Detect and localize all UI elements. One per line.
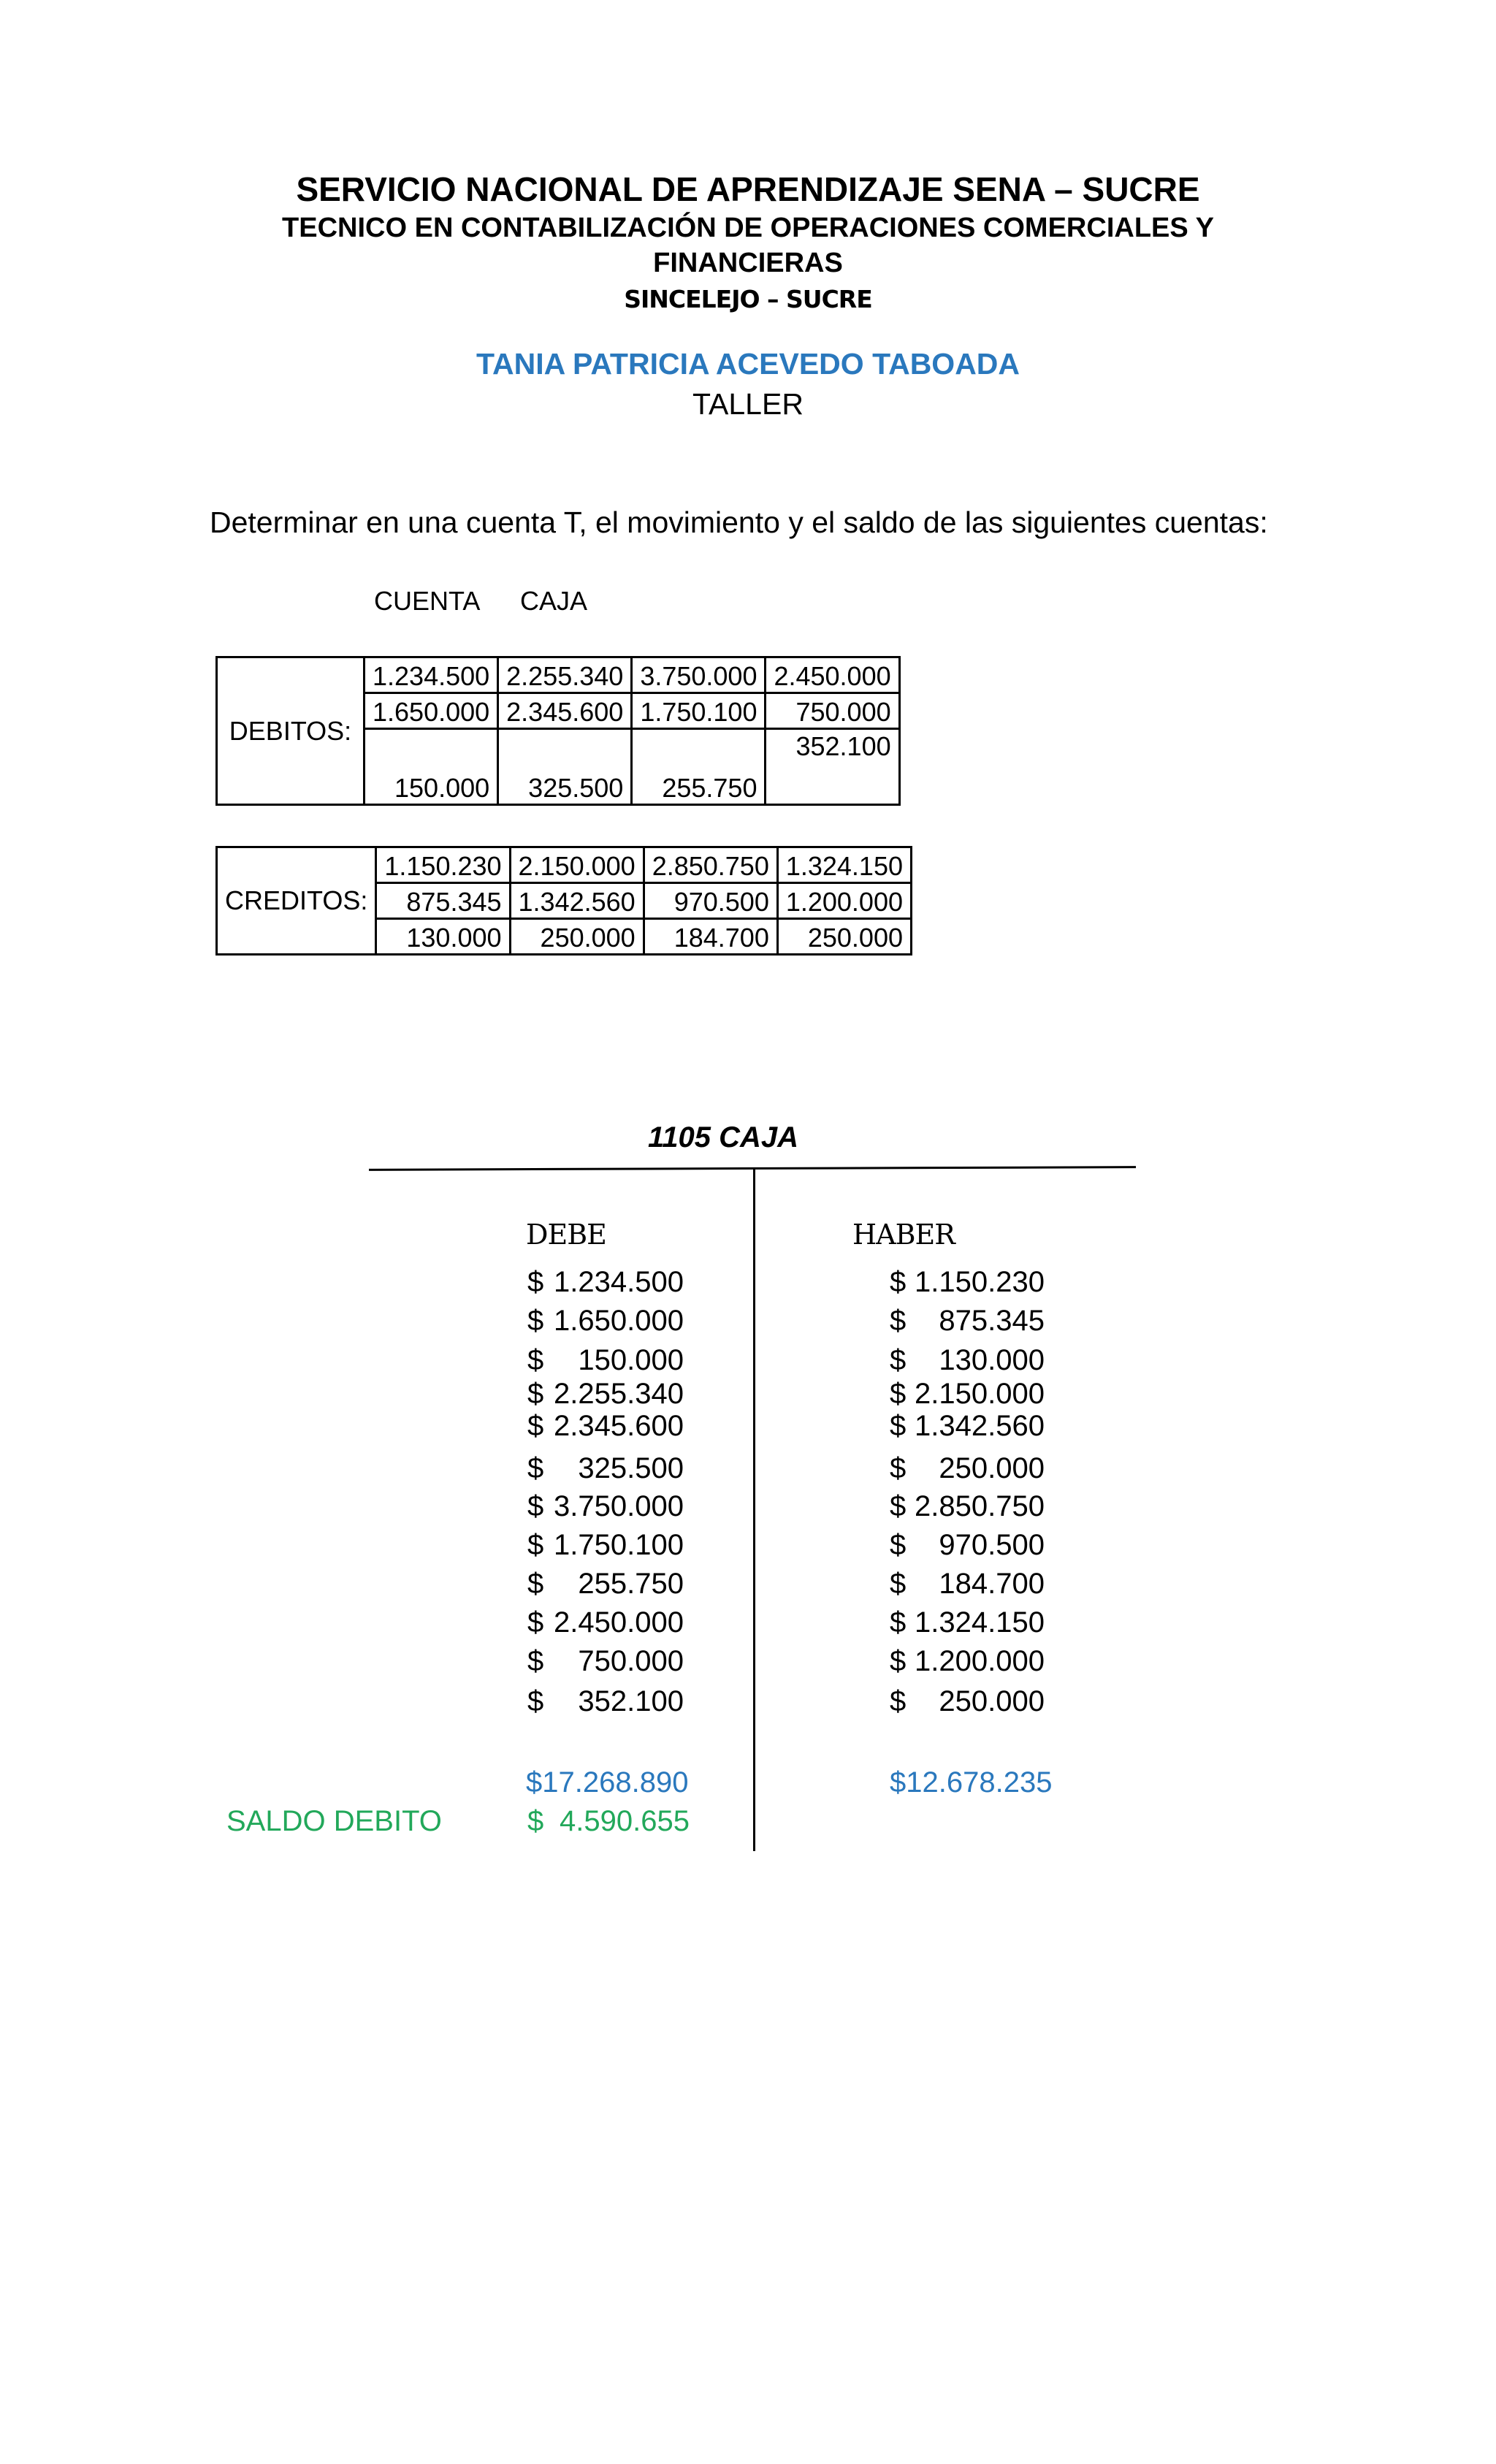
saldo-value: 4.590.655 bbox=[560, 1805, 690, 1837]
haber-currency: $ bbox=[890, 1685, 907, 1717]
program-line-1: TECNICO EN CONTABILIZACIÓN DE OPERACIONES COMERCIALES Y bbox=[282, 213, 1214, 243]
debe-currency: $ bbox=[527, 1606, 544, 1639]
debe-amount: 2.345.600 bbox=[554, 1410, 684, 1442]
debe-amount: 750.000 bbox=[578, 1645, 684, 1677]
program-line-2: FINANCIERAS bbox=[653, 248, 843, 278]
debits-table bbox=[215, 656, 901, 806]
haber-currency: $ bbox=[890, 1606, 907, 1639]
haber-header: HABER bbox=[852, 1218, 955, 1251]
haber-amount: 1.342.560 bbox=[915, 1410, 1045, 1442]
program-title bbox=[0, 210, 1496, 281]
institution-title: SERVICIO NACIONAL DE APRENDIZAJE SENA – SUCRE bbox=[296, 170, 1200, 208]
haber-currency: $ bbox=[890, 1305, 907, 1337]
haber-currency: $ bbox=[890, 1266, 907, 1298]
total-haber: $12.678.235 bbox=[890, 1766, 1053, 1799]
debe-currency: $ bbox=[527, 1645, 544, 1677]
document-type: TALLER bbox=[692, 387, 804, 421]
credit-cell: 1.324.150 bbox=[777, 847, 911, 883]
debe-currency: $ bbox=[527, 1452, 544, 1484]
haber-amount: 2.150.000 bbox=[915, 1378, 1045, 1410]
haber-currency: $ bbox=[890, 1529, 907, 1561]
account-name: CAJA bbox=[520, 586, 588, 616]
credit-cell: 1.150.230 bbox=[376, 847, 510, 883]
debit-cell: 1.234.500 bbox=[365, 657, 498, 693]
debit-cell: 150.000 bbox=[365, 729, 498, 805]
debit-cell: 255.750 bbox=[632, 729, 766, 805]
credit-cell: 130.000 bbox=[376, 919, 510, 955]
haber-amount: 875.345 bbox=[939, 1305, 1045, 1337]
instruction-text: Determinar en una cuenta T, el movimiento y el saldo de las siguientes cuentas: bbox=[210, 506, 1268, 539]
debe-currency: $ bbox=[527, 1568, 544, 1600]
debe-amount: 2.450.000 bbox=[554, 1606, 684, 1639]
debit-cell: 1.750.100 bbox=[632, 693, 766, 729]
haber-amount: 250.000 bbox=[939, 1452, 1045, 1484]
credit-cell: 875.345 bbox=[376, 883, 510, 919]
author-name: TANIA PATRICIA ACEVEDO TABOADA bbox=[476, 347, 1020, 381]
haber-amount: 1.150.230 bbox=[915, 1266, 1045, 1298]
debit-cell: 352.100 bbox=[766, 729, 899, 805]
haber-amount: 184.700 bbox=[939, 1568, 1045, 1600]
haber-currency: $ bbox=[890, 1378, 907, 1410]
t-account-horizontal-line bbox=[369, 1166, 1136, 1171]
city-subtitle: SINCELEJO – SUCRE bbox=[624, 285, 872, 313]
debe-amount: 3.750.000 bbox=[554, 1490, 684, 1522]
credit-cell: 1.200.000 bbox=[777, 883, 911, 919]
debit-cell: 2.345.600 bbox=[498, 693, 632, 729]
debe-currency: $ bbox=[527, 1266, 544, 1298]
debit-cell: 2.255.340 bbox=[498, 657, 632, 693]
haber-amount: 2.850.750 bbox=[915, 1490, 1045, 1522]
debe-amount: 1.650.000 bbox=[554, 1305, 684, 1337]
debit-cell: 750.000 bbox=[766, 693, 899, 729]
debe-amount: 255.750 bbox=[578, 1568, 684, 1600]
debe-amount: 352.100 bbox=[578, 1685, 684, 1717]
t-account-vertical-line bbox=[753, 1169, 755, 1851]
credits-label: CREDITOS: bbox=[217, 847, 376, 955]
saldo-currency: $ bbox=[527, 1805, 544, 1837]
debe-currency: $ bbox=[527, 1685, 544, 1717]
haber-amount: 970.500 bbox=[939, 1529, 1045, 1561]
debit-cell: 1.650.000 bbox=[365, 693, 498, 729]
haber-amount: 250.000 bbox=[939, 1685, 1045, 1717]
debe-currency: $ bbox=[527, 1529, 544, 1561]
debe-amount: 1.234.500 bbox=[554, 1266, 684, 1298]
credit-cell: 2.850.750 bbox=[644, 847, 777, 883]
debe-amount: 325.500 bbox=[578, 1452, 684, 1484]
debe-currency: $ bbox=[527, 1410, 544, 1442]
haber-currency: $ bbox=[890, 1568, 907, 1600]
account-label: CUENTA bbox=[374, 586, 481, 616]
haber-amount: 130.000 bbox=[939, 1344, 1045, 1376]
credits-table bbox=[215, 846, 912, 956]
debits-label: DEBITOS: bbox=[217, 657, 365, 805]
credit-cell: 2.150.000 bbox=[510, 847, 644, 883]
debe-currency: $ bbox=[527, 1490, 544, 1522]
debit-cell: 2.450.000 bbox=[766, 657, 899, 693]
haber-currency: $ bbox=[890, 1452, 907, 1484]
debit-cell: 3.750.000 bbox=[632, 657, 766, 693]
debe-currency: $ bbox=[527, 1305, 544, 1337]
credit-cell: 970.500 bbox=[644, 883, 777, 919]
debe-currency: $ bbox=[527, 1344, 544, 1376]
saldo-label: SALDO DEBITO bbox=[226, 1805, 442, 1837]
haber-amount: 1.324.150 bbox=[915, 1606, 1045, 1639]
haber-amount: 1.200.000 bbox=[915, 1645, 1045, 1677]
haber-currency: $ bbox=[890, 1490, 907, 1522]
debe-currency: $ bbox=[527, 1378, 544, 1410]
debe-header: DEBE bbox=[526, 1218, 606, 1251]
debe-amount: 1.750.100 bbox=[554, 1529, 684, 1561]
debe-amount: 150.000 bbox=[578, 1344, 684, 1376]
credit-cell: 250.000 bbox=[777, 919, 911, 955]
total-debe: $17.268.890 bbox=[526, 1766, 689, 1799]
haber-currency: $ bbox=[890, 1645, 907, 1677]
debit-cell: 325.500 bbox=[498, 729, 632, 805]
haber-currency: $ bbox=[890, 1410, 907, 1442]
credit-cell: 184.700 bbox=[644, 919, 777, 955]
debe-amount: 2.255.340 bbox=[554, 1378, 684, 1410]
credit-cell: 250.000 bbox=[510, 919, 644, 955]
haber-currency: $ bbox=[890, 1344, 907, 1376]
t-account-title: 1105 CAJA bbox=[647, 1121, 799, 1153]
credit-cell: 1.342.560 bbox=[510, 883, 644, 919]
